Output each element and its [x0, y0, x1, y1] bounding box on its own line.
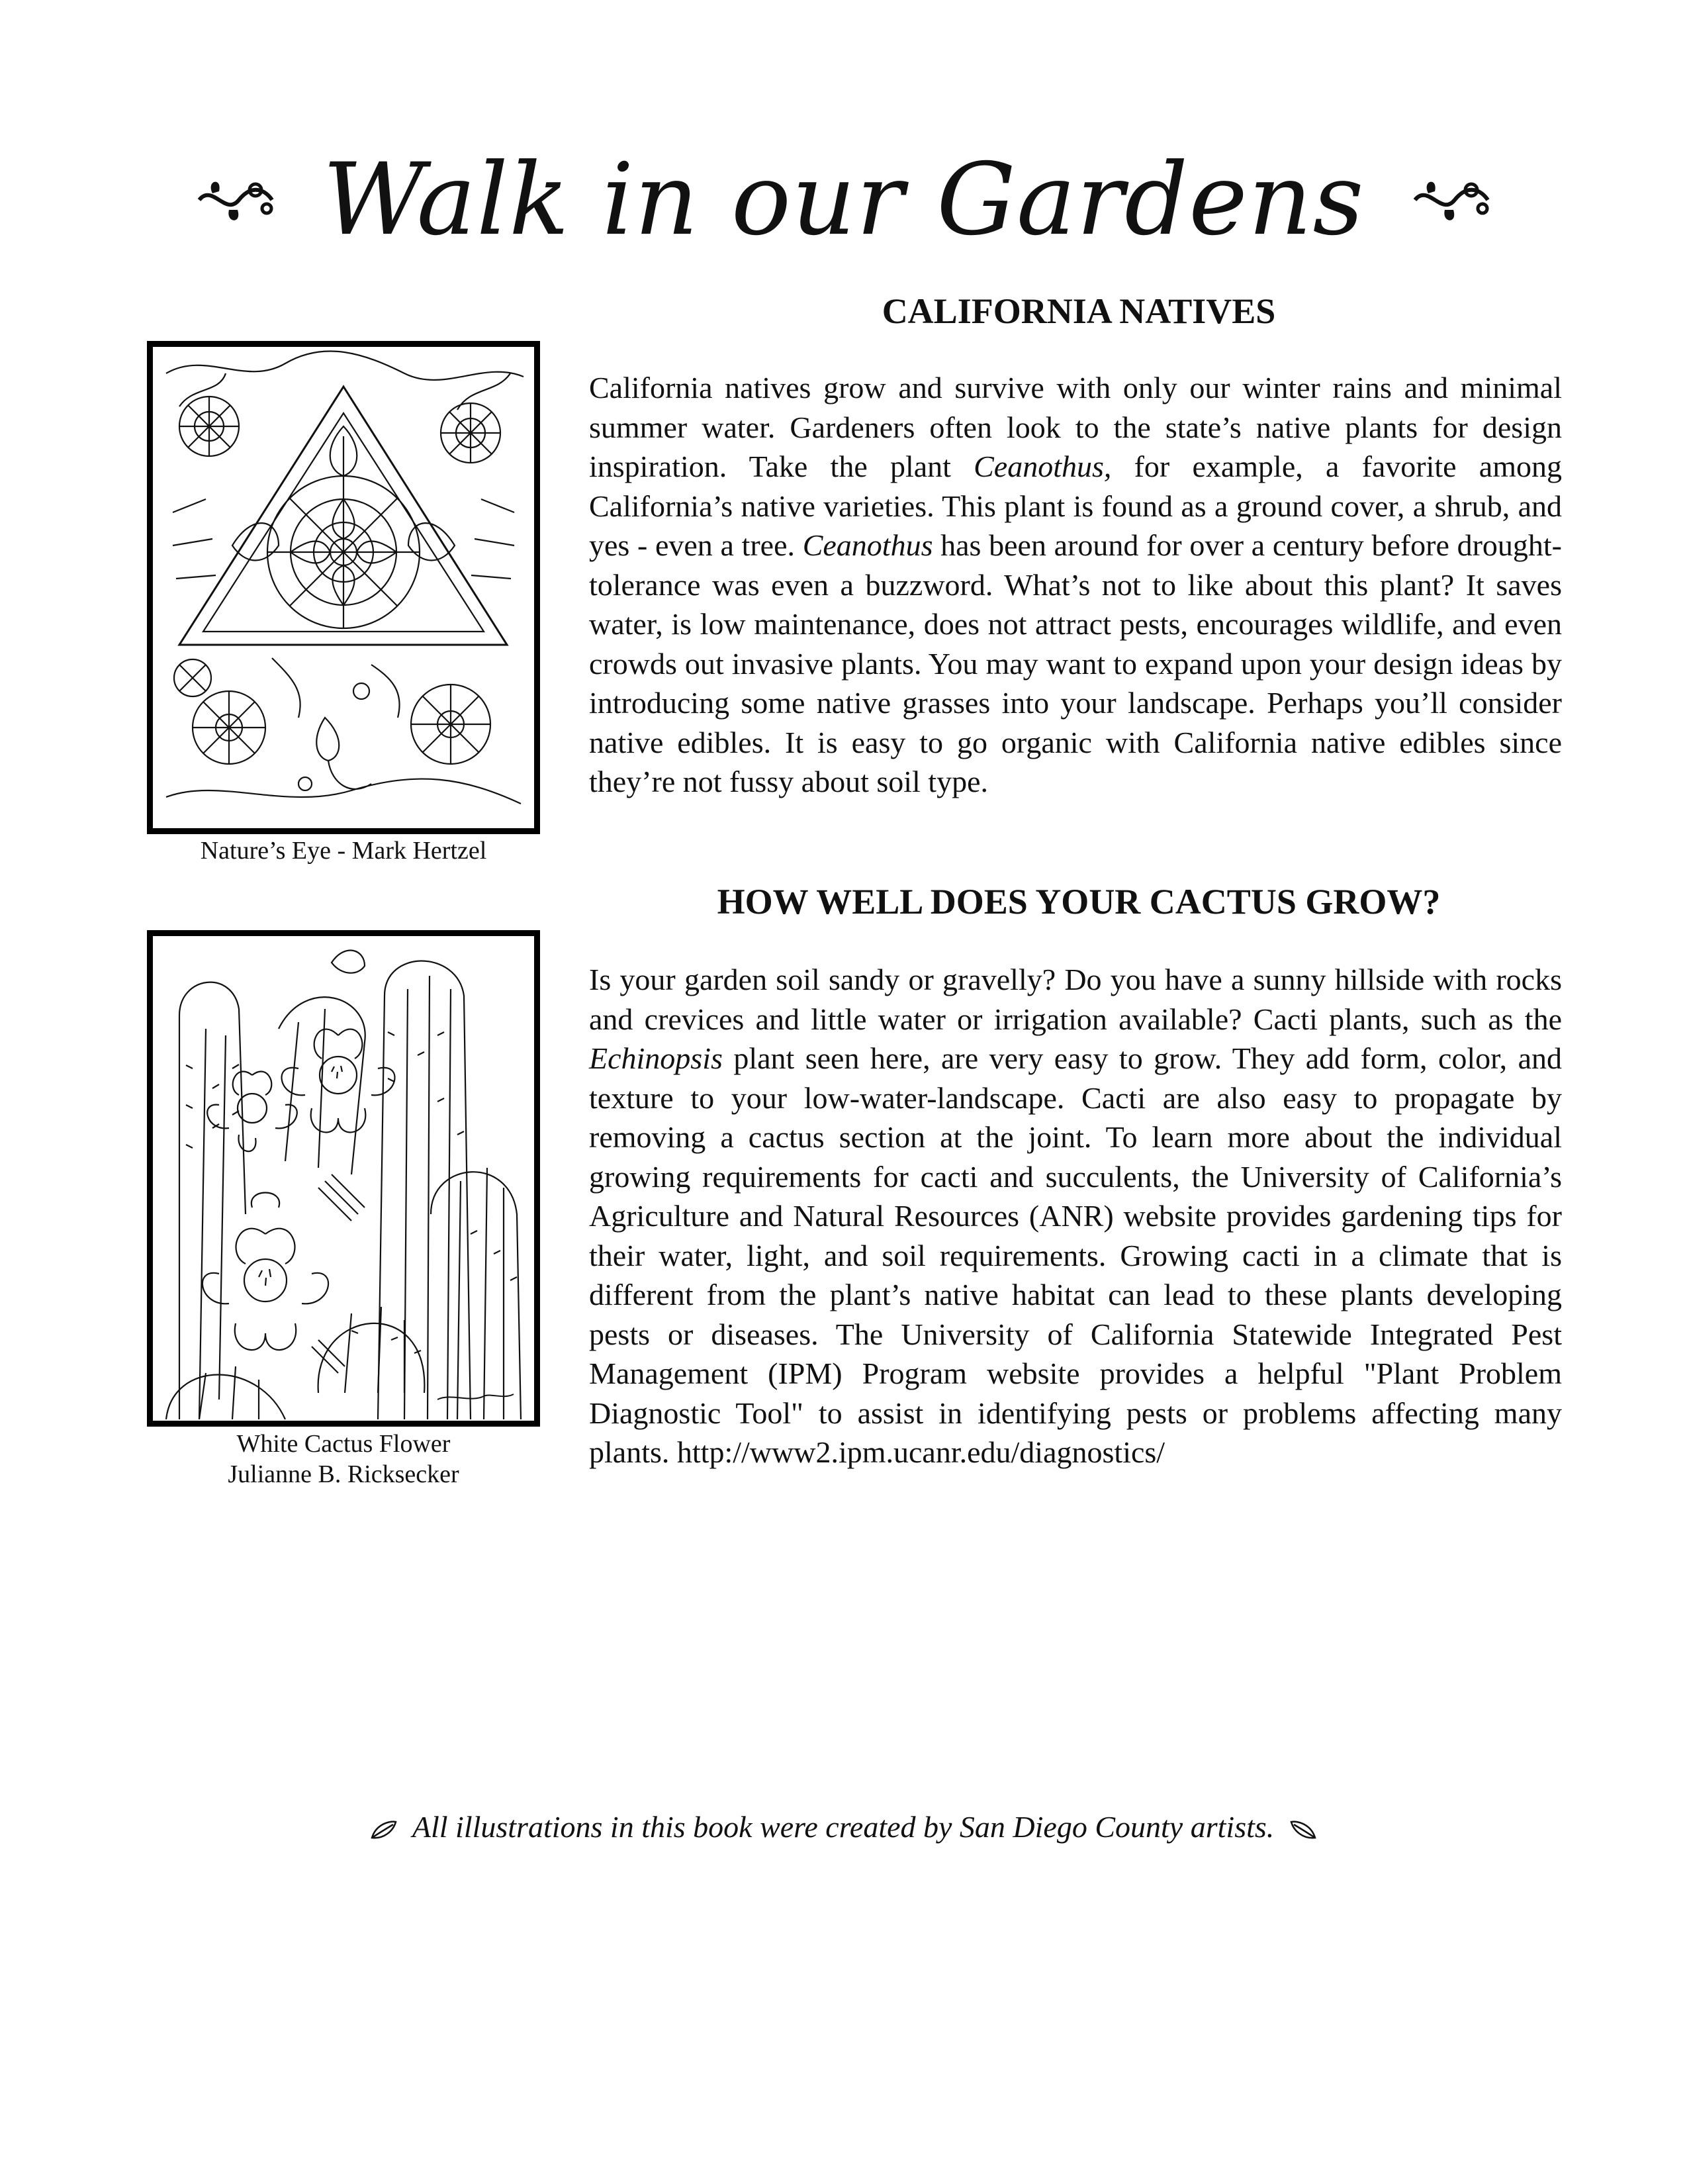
- footer-text: All illustrations in this book were created by San Diego County artists.: [412, 1810, 1275, 1844]
- illustration-white-cactus-flower: [147, 930, 540, 1427]
- illustration-natures-eye: [147, 341, 540, 834]
- flourish-right-icon: [1408, 170, 1494, 230]
- image-caption-title: White Cactus Flower: [236, 1430, 451, 1458]
- footer-note: [0, 1807, 1687, 1847]
- paragraph-run: for example, a favorite among California’s native varieties. This plant is found as a ground cover, a shrub, and yes - even a tree.: [589, 450, 1562, 562]
- paragraph-run: California natives grow and survive with only our winter rains and minimal summer water. Gardeners often look to the state’s native plants for design inspiration. Take the plant: [589, 371, 1562, 483]
- flourish-left-icon: [193, 170, 279, 230]
- paragraph-run: plant seen here, are very easy to grow. They add form, color, and texture to your low-water-landscape. Cacti are also easy to propagate by removing a cactus section at the joint. To learn more about the individual growing requirements for cacti and succulents, the University of California’s Agriculture and Natural Resources (ANR) website provides gardening tips for their water, light, and soil requirements. Growing cacti in a climate that is different from the plant’s native habitat can lead to these plants developing pests or diseases. The University of California Statewide Integrated Pest Management (IPM) Program website provides a helpful "Plant Problem Diagnostic Tool" to assist in identifying pests or problems affecting many plants. http://www2.ipm.ucanr.edu/diagnostics/: [589, 1041, 1562, 1469]
- paragraph-run-italic: Ceanothus,: [974, 450, 1112, 483]
- section-heading-cactus: HOW WELL DOES YOUR CACTUS GROW?: [717, 882, 1441, 922]
- section-paragraph-cactus: [589, 960, 1562, 1472]
- section-paragraph-california-natives: [589, 368, 1562, 802]
- image-caption-artist: Julianne B. Ricksecker: [228, 1460, 459, 1488]
- paragraph-run-italic: Ceanothus: [802, 528, 933, 562]
- cactus-flower-illustration: [153, 936, 534, 1421]
- leaf-ornament-left-icon: [369, 1818, 398, 1842]
- title-text: Walk in our Gardens: [322, 142, 1365, 258]
- mandala-triangle-flowers-illustration: [153, 347, 534, 828]
- page-title: [0, 126, 1687, 266]
- leaf-ornament-right-icon: [1289, 1818, 1318, 1842]
- paragraph-run-italic: Echinopsis: [589, 1041, 723, 1075]
- paragraph-run: has been around for over a century before drought-tolerance was even a buzzword. What’s not to like about this plant? It saves water, is low maintenance, does not attract pests, encourages wildlife, and even crowds out invasive plants. You may want to expand upon your design ideas by introducing some native grasses into your landscape. Perhaps you’ll consider native edibles. It is easy to go organic with California native edibles since they’re not fussy about soil type.: [589, 528, 1563, 798]
- image-caption-natures-eye: Nature’s Eye - Mark Hertzel: [200, 837, 487, 865]
- section-heading-california-natives: CALIFORNIA NATIVES: [882, 291, 1276, 331]
- paragraph-run: Is your garden soil sandy or gravelly? Do you have a sunny hillside with rocks and crevices and little water or irrigation available? Cacti plants, such as the: [589, 963, 1562, 1036]
